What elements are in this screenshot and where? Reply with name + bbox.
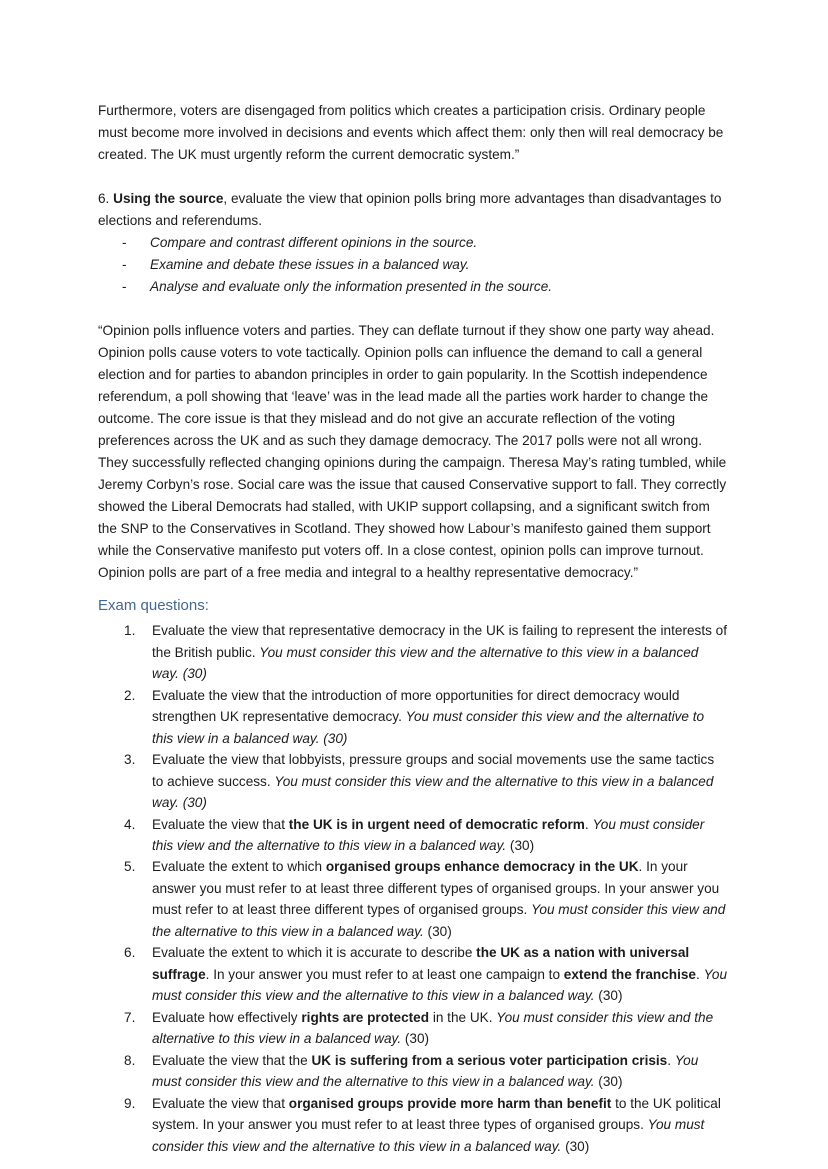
dash-marker: - [122, 257, 127, 273]
dash-marker: - [122, 279, 127, 295]
question-text: Evaluate the view that the introduction of more opportunities for direct democracy would strengthen UK representative democracy. [152, 687, 680, 725]
question-emphasis-bold: the UK as a nation with universal suffrage [152, 945, 690, 982]
question-emphasis-bold: rights are protected [301, 1009, 430, 1025]
question-text: Evaluate the view that the [152, 1052, 312, 1068]
list-item-label: Compare and contrast different opinions in the source. [150, 235, 478, 251]
question-rubric-italic: You must consider this view and the alternative to this view in a balanced way. [152, 1052, 699, 1090]
question-emphasis-bold: UK is suffering from a serious voter participation crisis [311, 1052, 668, 1068]
question-emphasis-bold: the UK is in urgent need of democratic reform [288, 816, 585, 832]
question-text: (30) [423, 923, 452, 939]
question-text: . In your answer you must refer to at least one campaign to [205, 966, 564, 982]
question-rubric-italic: You must consider this view and the alternative to this view in a balanced way. [152, 1117, 705, 1154]
question-six-prompt [98, 188, 728, 232]
document-body [98, 100, 728, 1157]
exam-question-item [98, 1007, 728, 1050]
question-text: . [584, 816, 593, 832]
question-text: . [696, 966, 704, 982]
exam-question-item [98, 1093, 728, 1157]
question-text: (30) [594, 988, 623, 1004]
question-text: (30) [506, 838, 535, 853]
intro-paragraph: Furthermore, voters are disengaged from politics which creates a participation crisis. Ordinary people must become more involved in decisions and events which affect them: only then will real democracy be created. The UK must urgently reform the current democratic system.” [98, 103, 724, 163]
question-text: Evaluate how effectively [152, 1009, 302, 1025]
question-text: Evaluate the view that lobbyists, pressure groups and social movements use the same tactics to achieve success. [152, 752, 715, 789]
exam-question-item [98, 856, 728, 942]
question-text: Evaluate the extent to which [152, 859, 326, 875]
exam-question-item [98, 749, 728, 813]
spacer [98, 298, 728, 320]
question-text: to the UK political system. In your answer you must refer to at least three types of organised groups. [152, 1095, 721, 1133]
exam-question-item [98, 1050, 728, 1093]
exam-question-item [98, 685, 728, 749]
question-text: Evaluate the view that [152, 1095, 289, 1111]
exam-question-item [98, 620, 728, 684]
exam-questions-heading: Exam questions: [98, 597, 209, 615]
question-text: (30) [561, 1138, 590, 1154]
list-item-label: Analyse and evaluate only the information presented in the source. [150, 279, 553, 295]
question-rubric-italic: You must consider this view and the alternative to this view in a balanced way. [152, 966, 727, 1004]
question-rubric-italic: You must consider this view and the alternative to this view in a balanced way. (30) [152, 773, 714, 811]
question-rubric-italic: You must consider this view and the alternative to this view in a balanced way. (30) [152, 709, 705, 746]
exam-questions-list [98, 620, 728, 1157]
question-text: . In your answer you must refer to at least three different types of organised groups. In your answer you must refer to at least three different types of organised groups. [152, 859, 720, 918]
question-rubric-italic: You must consider this view and the alternative to this view in a balanced way. [152, 902, 726, 939]
question-six-number: 6. [98, 191, 110, 207]
question-emphasis-bold: organised groups provide more harm than benefit [288, 1095, 612, 1111]
question-text: in the UK. [429, 1009, 497, 1025]
list-item [122, 254, 728, 276]
question-emphasis-bold: organised groups enhance democracy in the UK [325, 859, 639, 875]
list-item [122, 276, 728, 298]
list-item [122, 232, 728, 254]
spacer [98, 584, 728, 592]
question-six-bold-lead: Using the source [113, 191, 224, 207]
source-instruction-list [98, 232, 728, 298]
exam-question-item [98, 814, 728, 857]
question-rubric-italic: You must consider this view and the alternative to this view in a balanced way. [152, 816, 705, 853]
question-emphasis-bold: extend the franchise [563, 966, 696, 982]
question-text: Evaluate the view that representative democracy in the UK is failing to represent the interests of the British public. [152, 623, 728, 660]
question-rubric-italic: You must consider this view and the alternative to this view in a balanced way. (30) [152, 644, 699, 682]
question-six-rest: , evaluate the view that opinion polls bring more advantages than disadvantages to elections and referendums. [98, 191, 722, 229]
question-text: Evaluate the view that [152, 816, 289, 832]
question-text: (30) [401, 1031, 430, 1047]
question-text: Evaluate the extent to which it is accurate to describe [152, 945, 477, 961]
source-quote-paragraph: “Opinion polls influence voters and parties. They can deflate turnout if they show one party way ahead. Opinion polls cause voters to vote tactically. Opinion polls can influence the demand to call a general election and for parties to abandon principles in order to gain popularity. In the Scottish independence referendum, a poll showing that ‘leave’ was in the lead made all the parties work harder to change the outcome. The core issue is that they mislead and do not give an accurate reflection of the voting preferences across the UK and as such they damage democracy. The 2017 polls were not all wrong. They successfully reflected changing opinions during the campaign. Theresa May’s rating tumbled, while Jeremy Corbyn’s rose. Social care was the issue that caused Conservative support to fall. They correctly showed the Liberal Democrats had stalled, with UKIP support collapsing, and a significant switch from the SNP to the Conservatives in Scotland. They showed how Labour’s manifesto gained them support while the Conservative manifesto put voters off. In a close contest, opinion polls can improve turnout. Opinion polls are part of a free media and integral to a healthy representative democracy.” [98, 323, 727, 581]
list-item-label: Examine and debate these issues in a balanced way. [150, 257, 470, 273]
question-rubric-italic: You must consider this view and the alternative to this view in a balanced way. [152, 1009, 714, 1047]
question-text: (30) [594, 1074, 623, 1090]
spacer [98, 166, 728, 188]
question-text: . [667, 1052, 675, 1068]
exam-question-item [98, 942, 728, 1006]
dash-marker: - [122, 235, 127, 251]
